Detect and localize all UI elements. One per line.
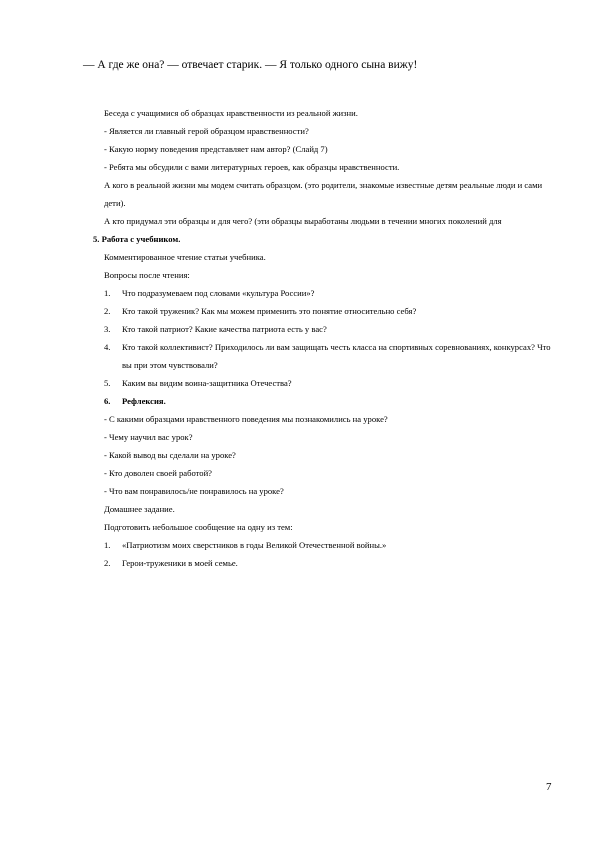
list-item	[104, 536, 554, 554]
reflection-line-3: - Какой вывод вы сделали на уроке?	[104, 450, 236, 460]
section-6-title: Рефлексия.	[122, 396, 166, 406]
section-5-number: 5.	[93, 234, 100, 244]
intro-question-4: А кого в реальной жизни мы модем считать образцом. (это родители, знакомые известные детям реальные люди и сами дети).	[104, 180, 543, 208]
list-item	[104, 374, 554, 392]
list-text: Каким вы видим воина-защитника Отечества?	[122, 378, 292, 388]
list-text: Что подразумеваем под словами «культура России»?	[122, 288, 315, 298]
lesson-body	[93, 104, 554, 572]
reflection-line-2: - Чему научил вас урок?	[104, 432, 193, 442]
list-number: 1.	[104, 540, 111, 550]
list-item	[104, 302, 554, 320]
list-text: Герои-труженики в моей семье.	[122, 558, 238, 568]
intro-question-3: - Ребята мы обсудили с вами литературных героев, как образцы нравственности.	[104, 162, 400, 172]
reading-note: Комментированное чтение статьи учебника.	[104, 252, 266, 262]
intro-question-2: - Какую норму поведения представляет нам автор? (Слайд 7)	[104, 144, 328, 154]
reflection-line-1: - С какими образцами нравственного поведения мы познакомились на уроке?	[104, 414, 388, 424]
list-text: Кто такой труженик? Как мы можем применить это понятие относительно себя?	[122, 306, 417, 316]
section-5-heading	[93, 230, 554, 248]
intro-question-1: - Является ли главный герой образцом нравственности?	[104, 126, 309, 136]
questions-list	[104, 284, 554, 410]
list-text: Кто такой патриот? Какие качества патриота есть у вас?	[122, 324, 327, 334]
intro-heading: Беседа с учащимися об образцах нравственности из реальной жизни.	[104, 108, 358, 118]
section-6-number: 6.	[104, 396, 111, 406]
list-number: 3.	[104, 324, 111, 334]
questions-title: Вопросы после чтения:	[104, 270, 190, 280]
list-item	[104, 284, 554, 302]
list-number: 1.	[104, 288, 111, 298]
list-number: 5.	[104, 378, 111, 388]
section-6-heading	[104, 392, 554, 410]
list-text: «Патриотизм моих сверстников в годы Великой Отечественной войны.»	[122, 540, 387, 550]
list-item	[104, 338, 554, 374]
list-text: Кто такой коллективист? Приходилось ли вам защищать честь класса на спортивных соревнованиях, конкурсах? Что вы при этом чувствовали?	[122, 342, 551, 370]
reflection-line-5: - Что вам понравилось/не понравилось на уроке?	[104, 486, 284, 496]
homework-title: Домашнее задание.	[104, 504, 175, 514]
page-number: 7	[546, 781, 552, 793]
homework-topics	[104, 536, 554, 572]
list-item	[104, 320, 554, 338]
intro-question-5: А кто придумал эти образцы и для чего? (эти образцы выработаны людьми в течении многих поколений для	[104, 216, 502, 226]
section-5-title: Работа с учебником.	[101, 234, 181, 244]
list-number: 4.	[104, 342, 111, 352]
list-number: 2.	[104, 306, 111, 316]
quote-line: — А где же она? — отвечает старик. — Я только одного сына вижу!	[83, 59, 418, 71]
homework-intro: Подготовить небольшое сообщение на одну из тем:	[104, 522, 293, 532]
reflection-line-4: - Кто доволен своей работой?	[104, 468, 213, 478]
list-number: 2.	[104, 558, 111, 568]
list-item	[104, 554, 554, 572]
